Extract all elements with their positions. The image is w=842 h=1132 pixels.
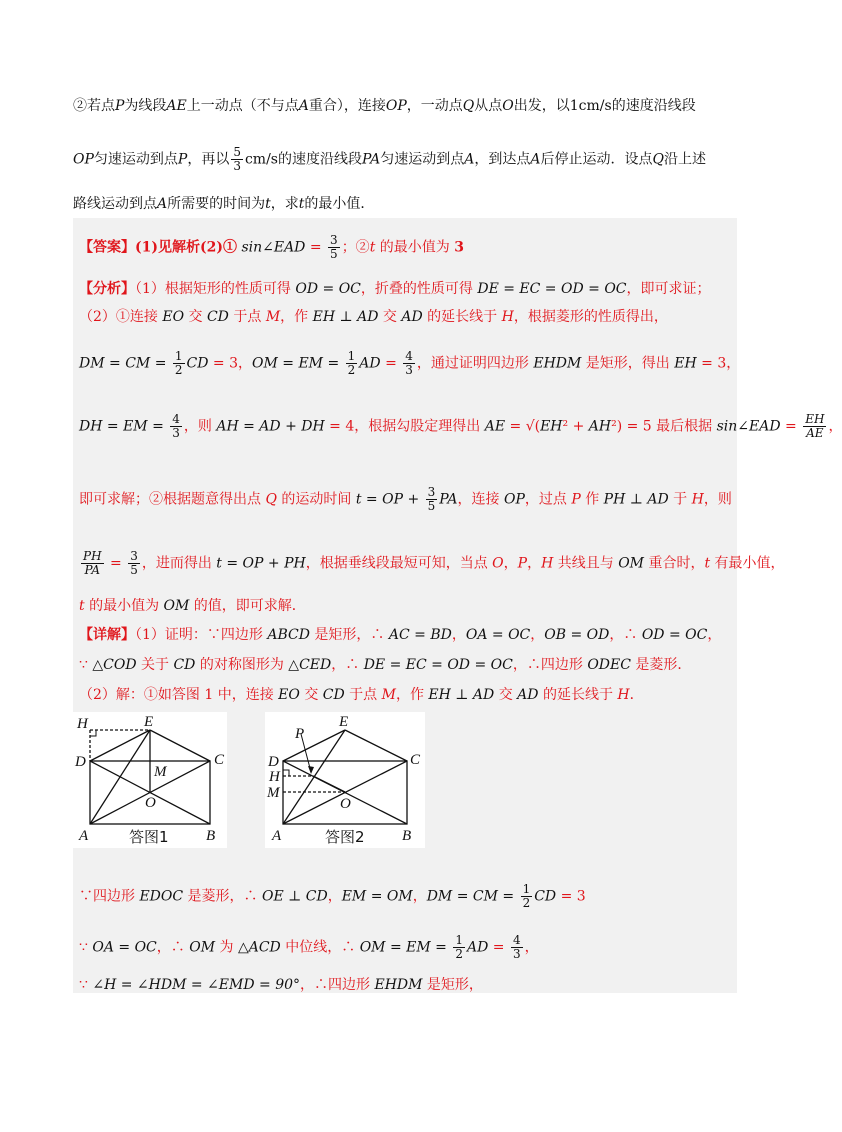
fig1-segment-de — [90, 730, 150, 761]
fig1-right-angle-mark — [90, 730, 96, 736]
answer-line: 【答案】(1)见解析(2)① sin∠EAD = $\frac{3}{5}$ ；②t 的最小值为 3 — [79, 233, 464, 261]
detail-line-5: ∵ OA = OC，∴ OM 为 △ACD 中位线，∴ OM = EM = $\frac{1}{2}$ AD = $\frac{4}{3}$ ， — [79, 933, 539, 961]
fig1-caption: 答图1 — [129, 828, 169, 846]
problem-line-1: ②若点P为线段AE上一动点（不与点A重合），连接OP，一动点Q从点O出发，以1cm/s的速度沿线段 — [73, 98, 696, 114]
analysis-line-6: $\frac{PH}{PA}$ = $\frac{3}{5}$ ，进而得出 t = OP + PH，根据垂线段最短可知，当点 O，P，H 共线且与 OM 重合时，t 有最小值， — [83, 549, 785, 577]
analysis-line-1: 【分析】（1）根据矩形的性质可得 OD = OC，折叠的性质可得 DE = EC = OD = OC，即可求证； — [79, 281, 711, 297]
fig2-label-h: H — [269, 769, 280, 785]
problem-line-2: OP匀速运动到点P，再以 $\frac{5}{3}$ cm/s的速度沿线段PA匀速运动到点A，到达点A后停止运动．设点Q沿上述 — [73, 145, 706, 173]
fig1-label-h: H — [77, 716, 88, 732]
fig1-label-m: M — [154, 764, 167, 780]
fig2-label-m: M — [267, 785, 280, 801]
detail-line-3: （2）解：①如答图 1 中，连接 EO 交 CD 于点 M，作 EH ⊥ AD 交 AD 的延长线于 H． — [79, 687, 644, 703]
fig1-label-e: E — [144, 714, 154, 730]
analysis-line-2: （2）①连接 EO 交 CD 于点 M，作 EH ⊥ AD 交 AD 的延长线于 H，根据菱形的性质得出， — [79, 309, 668, 325]
fig1-label-o: O — [145, 795, 156, 811]
fig1-label-b: B — [206, 828, 216, 844]
fig1-segment-ae — [90, 730, 150, 824]
fig2-label-p: P — [295, 726, 305, 742]
analysis-line-3: DM = CM = $\frac{1}{2}$ CD = 3，OM = EM = $\frac{1}{2}$ AD = $\frac{4}{3}$ ，通过证明四边形 EHDM 是矩形，得出 EH = 3， — [79, 349, 741, 377]
fig2-label-c: C — [410, 752, 421, 768]
fig1-label-d: D — [75, 754, 86, 770]
fig2-label-o: O — [340, 796, 351, 812]
fig2-label-a: A — [272, 828, 282, 844]
detail-line-4: ∵四边形 EDOC 是菱形，∴ OE ⊥ CD，EM = OM，DM = CM = $\frac{1}{2}$ CD = 3 — [79, 882, 586, 910]
fig2-right-angle-mark — [283, 770, 289, 776]
fig2-label-e: E — [339, 714, 349, 730]
analysis-line-5: 即可求解；②根据题意得出点 Q 的运动时间 t = OP + $\frac{3}{5}$ PA，连接 OP，过点 P 作 PH ⊥ AD 于 H，则 — [79, 485, 732, 513]
fig2-arrowhead — [308, 766, 314, 774]
fig1-label-c: C — [214, 752, 225, 768]
fig2-label-d: D — [268, 754, 279, 770]
fig2-label-b: B — [402, 828, 412, 844]
fig1-label-a: A — [79, 828, 89, 844]
detail-line-6: ∵ ∠H = ∠HDM = ∠EMD = 90°，∴四边形 EHDM 是矩形， — [79, 977, 483, 993]
solution-block — [73, 218, 842, 993]
detail-line-1: 【详解】（1）证明：∵四边形 ABCD 是矩形，∴ AC = BD，OA = OC，OB = OD，∴ OD = OC， — [79, 627, 722, 643]
analysis-line-7: t 的最小值为 OM 的值，即可求解． — [79, 598, 306, 614]
fig2-segment-po — [313, 776, 345, 792]
figure-1 — [73, 712, 227, 848]
problem-line-3: 路线运动到点A所需要的时间为t，求t的最小值． — [73, 196, 375, 212]
fig1-segment-ce — [150, 730, 210, 761]
fig2-segment-de — [283, 730, 345, 761]
fig2-segment-ce — [345, 730, 407, 761]
detail-line-2: ∵ △COD 关于 CD 的对称图形为 △CED，∴ DE = EC = OD = OC，∴四边形 ODEC 是菱形． — [79, 657, 692, 673]
analysis-line-4: DH = EM = $\frac{4}{3}$ ，则 AH = AD + DH = 4，根据勾股定理得出 AE = √(EH² + AH²) = 5 最后根据 sin∠EAD = $\frac{EH}{AE}$ ， — [79, 412, 842, 440]
figure-2 — [265, 712, 425, 848]
fig2-caption: 答图2 — [325, 828, 365, 846]
